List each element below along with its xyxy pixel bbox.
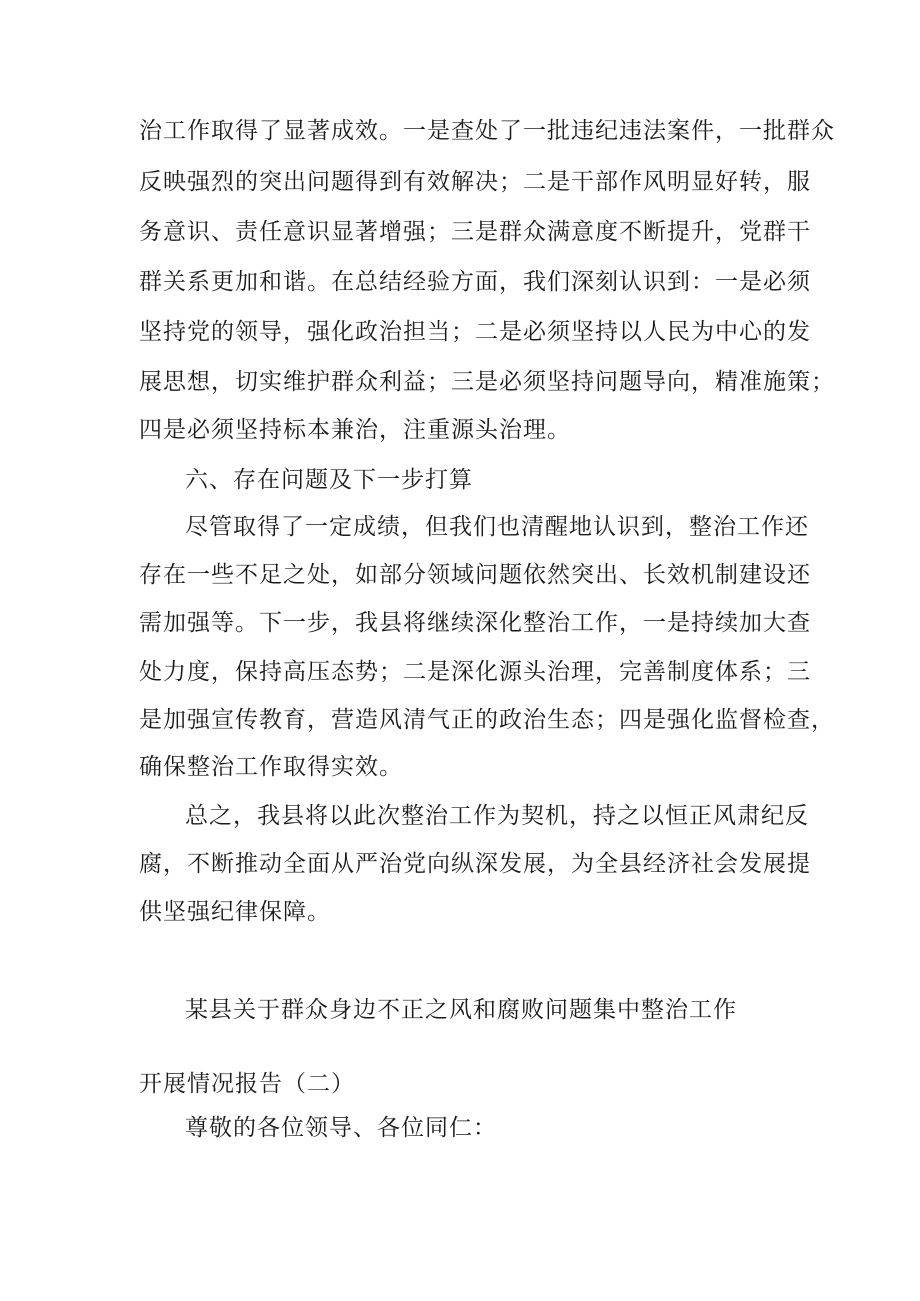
para1-line-7: 四是必须坚持标本兼治，注重源头治理。: [139, 417, 571, 443]
para1-line-6: 展思想，切实维护群众利益；三是必须坚持问题导向，精准施策；: [139, 369, 835, 395]
section-heading: 六、存在问题及下一步打算: [185, 467, 473, 493]
para3-line-2: 腐，不断推动全面从严治党向纵深发展，为全县经济社会发展提: [139, 851, 811, 877]
report-title-line-1: 某县关于群众身边不正之风和腐败问题集中整治工作: [185, 997, 737, 1023]
para1-line-2: 反映强烈的突出问题得到有效解决；二是干部作风明显好转，服: [139, 169, 811, 195]
para3-line-3: 供坚强纪律保障。: [139, 899, 331, 925]
para2-line-6: 确保整治工作取得实效。: [139, 754, 403, 780]
para2-line-3: 需加强等。下一步，我县将继续深化整治工作，一是持续加大查: [139, 610, 811, 636]
para1-line-4: 群关系更加和谐。在总结经验方面，我们深刻认识到：一是必须: [139, 269, 811, 295]
para3-line-1: 总之，我县将以此次整治工作为契机，持之以恒正风肃纪反: [185, 803, 809, 829]
para2-line-5: 是加强宣传教育，营造风清气正的政治生态；四是强化监督检查，: [139, 707, 835, 733]
para2-line-2: 存在一些不足之处，如部分领域问题依然突出、长效机制建设还: [139, 562, 811, 588]
report-title-line-2: 开展情况报告（二）: [139, 1071, 355, 1097]
para2-line-1: 尽管取得了一定成绩，但我们也清醒地认识到，整治工作还: [185, 514, 809, 540]
salutation: 尊敬的各位领导、各位同仁：: [185, 1115, 497, 1141]
para1-line-5: 坚持党的领导，强化政治担当；二是必须坚持以人民为中心的发: [139, 319, 811, 345]
para2-line-4: 处力度，保持高压态势；二是深化源头治理，完善制度体系；三: [139, 659, 811, 685]
para1-line-3: 务意识、责任意识显著增强；三是群众满意度不断提升，党群干: [139, 219, 811, 245]
para1-line-1: 治工作取得了显著成效。一是查处了一批违纪违法案件，一批群众: [139, 118, 835, 144]
